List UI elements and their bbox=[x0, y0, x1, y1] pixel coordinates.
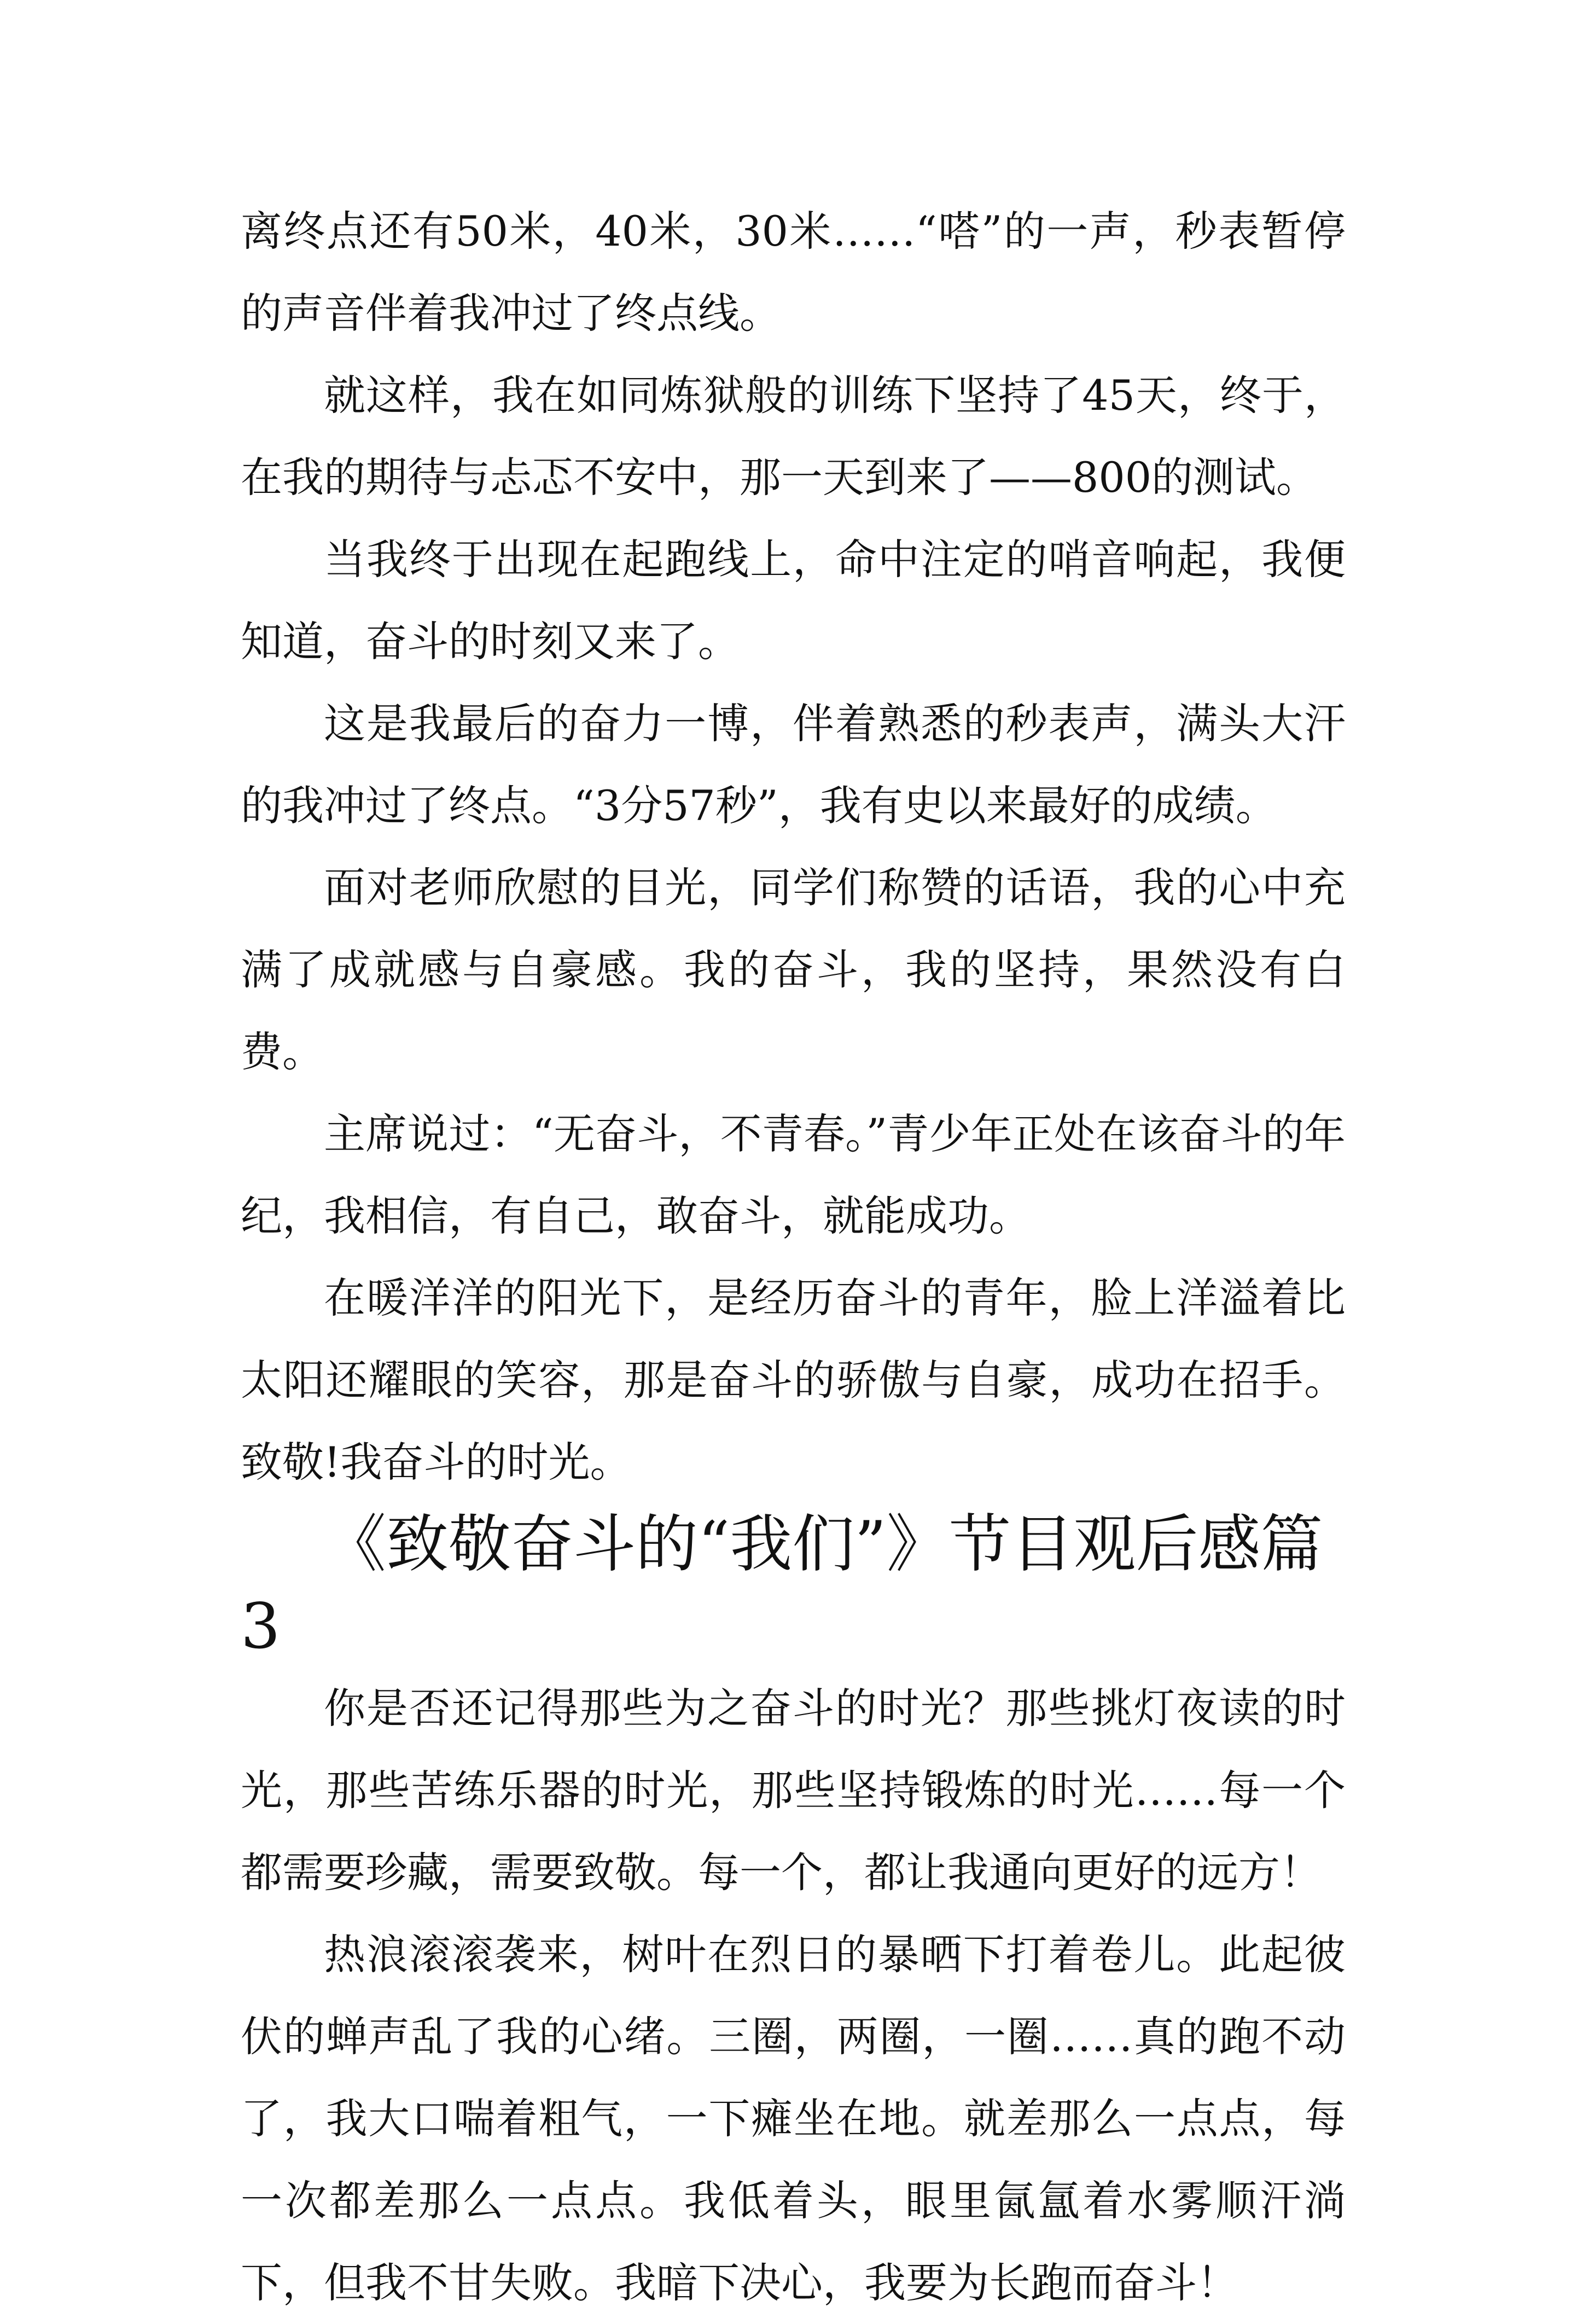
paragraph-7: 在暖洋洋的阳光下，是经历奋斗的青年，脸上洋溢着比太阳还耀眼的笑容，那是奋斗的骄傲与自豪，成功在招手。致敬!我奋斗的时光。 bbox=[241, 1274, 1346, 1486]
paragraph-9: 热浪滚滚袭来，树叶在烈日的暴晒下打着卷儿。此起彼伏的蝉声乱了我的心绪。三圈，两圈，一圈……真的跑不动了，我大口喘着粗气，一下瘫坐在地。就差那么一点点，每一次都差那么一点点。我低着头，眼里氤氲着水雾顺汗淌下，但我不甘失败。我暗下决心，我要为长跑而奋斗！ bbox=[241, 1930, 1346, 2307]
paragraph-6: 主席说过：“无奋斗，不青春。”青少年正处在该奋斗的年纪，我相信，有自己，敢奋斗，就能成功。 bbox=[241, 1109, 1346, 1240]
paragraph-2: 就这样，我在如同炼狱般的训练下坚持了45天，终于，在我的期待与忐忑不安中，那一天到来了——800的测试。 bbox=[241, 371, 1346, 502]
section-heading: 《致敬奋斗的“我们”》节目观后感篇3 bbox=[241, 1508, 1323, 1663]
paragraph-8: 你是否还记得那些为之奋斗的时光？那些挑灯夜读的时光，那些苦练乐器的时光，那些坚持锻炼的时光……每一个都需要珍藏，需要致敬。每一个，都让我通向更好的远方！ bbox=[241, 1684, 1346, 1897]
document-body bbox=[241, 190, 1346, 2324]
paragraph-5: 面对老师欣慰的目光，同学们称赞的话语，我的心中充满了成就感与自豪感。我的奋斗，我的坚持，果然没有白费。 bbox=[241, 863, 1346, 1076]
paragraph-1: 离终点还有50米，40米，30米……“嗒”的一声，秒表暂停的声音伴着我冲过了终点线。 bbox=[241, 207, 1346, 338]
paragraph-4: 这是我最后的奋力一博，伴着熟悉的秒表声，满头大汗的我冲过了终点。“3分57秒”，我有史以来最好的成绩。 bbox=[241, 699, 1346, 830]
paragraph-3: 当我终于出现在起跑线上，命中注定的哨音响起，我便知道，奋斗的时刻又来了。 bbox=[241, 535, 1346, 666]
